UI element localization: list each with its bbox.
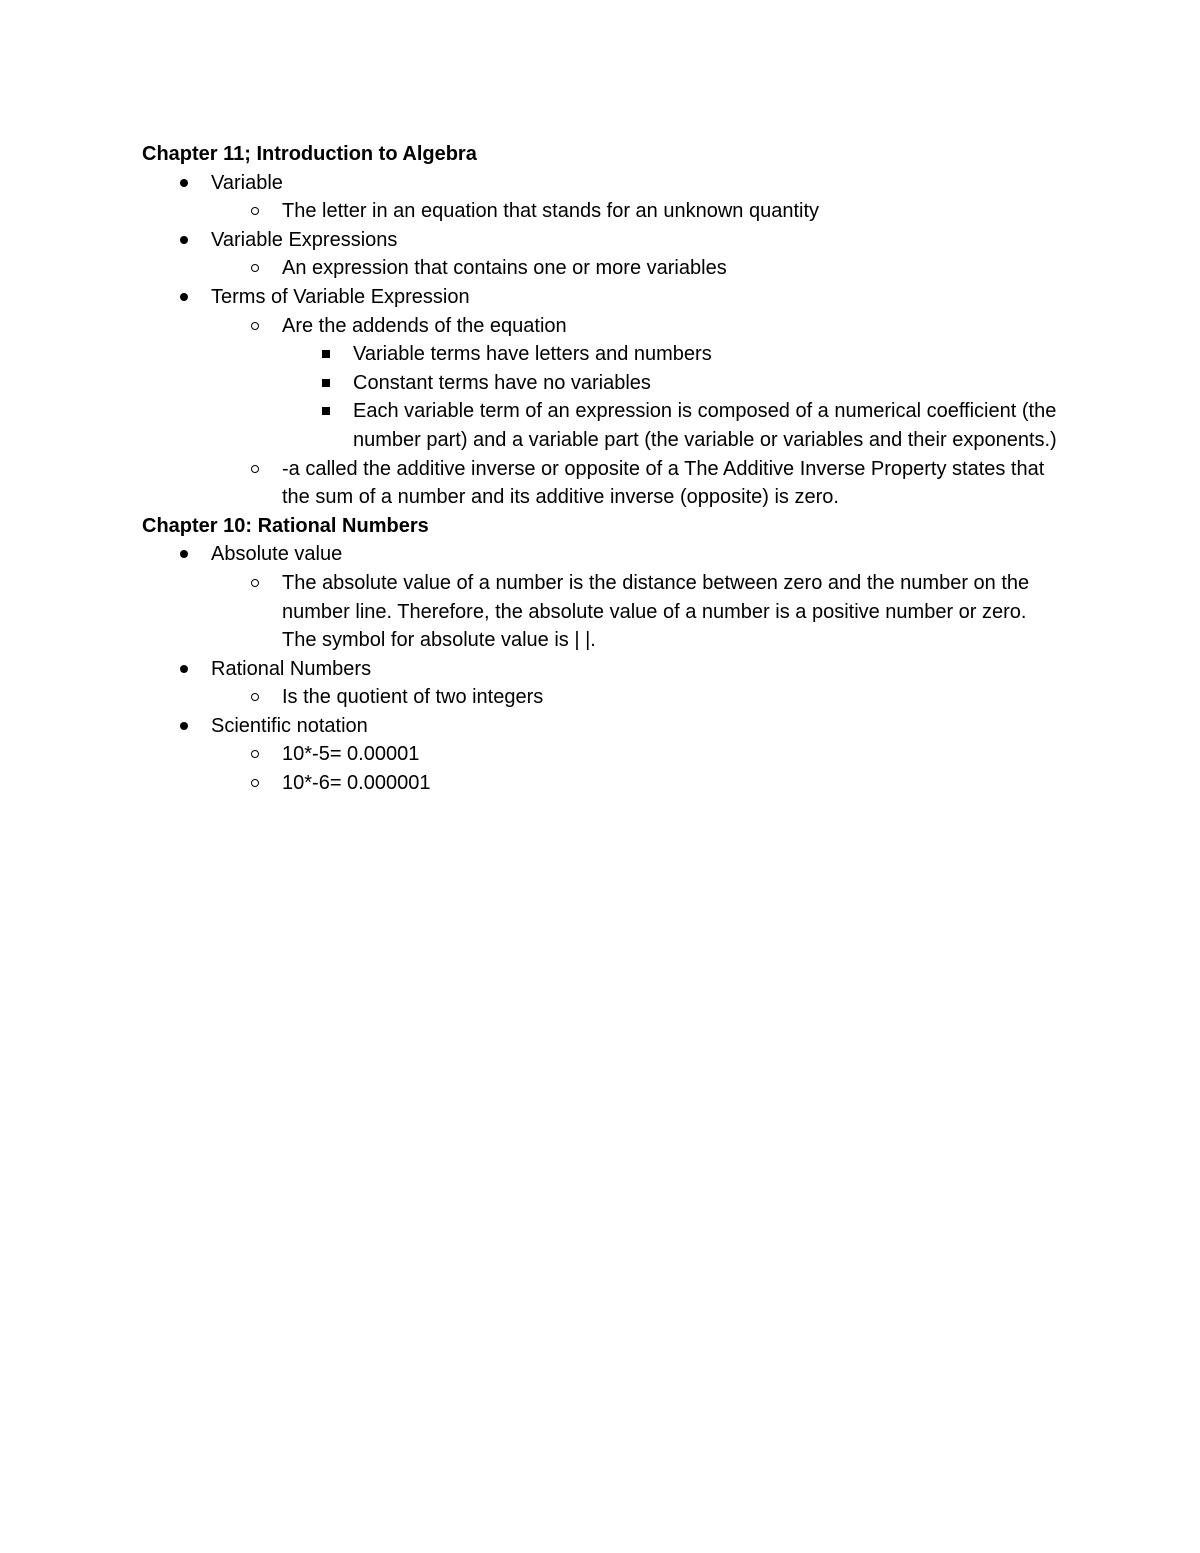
- list-item-text: The letter in an equation that stands for an unknown quantity: [282, 200, 820, 223]
- bullet-disc-icon: [180, 722, 188, 730]
- list-item-text: 10*-6= 0.000001: [282, 772, 431, 795]
- bullet-disc-icon: [180, 293, 188, 301]
- list-item: [142, 340, 1062, 369]
- bullet-circle-icon: [251, 264, 259, 272]
- sub-bullet-list: [142, 312, 1062, 512]
- list-item: [142, 455, 1062, 512]
- bullet-disc-icon: [180, 179, 188, 187]
- list-item-text: 10*-5= 0.00001: [282, 743, 420, 766]
- list-item-text: -a called the additive inverse or opposite of a The Additive Inverse Property states that the sum of a number and its additive inverse (opposite) is zero.: [282, 457, 1045, 509]
- sub-list-container: [142, 254, 1062, 283]
- bullet-circle-icon: [251, 750, 259, 758]
- bullet-disc-icon: [180, 665, 188, 673]
- list-item: [142, 683, 1062, 712]
- list-item: [142, 197, 1062, 226]
- bullet-square-icon: [322, 407, 330, 415]
- list-item: [142, 254, 1062, 283]
- chapter-heading: Chapter 10: Rational Numbers: [142, 514, 429, 537]
- sub-list-container: [142, 683, 1062, 712]
- list-item: [142, 540, 1062, 569]
- list-item: [142, 312, 1062, 341]
- list-item: [142, 569, 1062, 655]
- bullet-square-icon: [322, 379, 330, 387]
- list-item: [142, 397, 1062, 454]
- sub-list-container: [142, 569, 1062, 655]
- bullet-list: [142, 540, 1062, 797]
- list-item: [142, 712, 1062, 741]
- sub-list-container: [142, 740, 1062, 797]
- list-item: [142, 226, 1062, 255]
- section-chapter-10: [142, 512, 1062, 798]
- list-item: [142, 283, 1062, 312]
- section-chapter-11: [142, 140, 1062, 512]
- sub-list-container: [142, 197, 1062, 226]
- sub-bullet-list: [142, 254, 1062, 283]
- sub-list-container: [142, 340, 1062, 454]
- sub-list-container: [142, 312, 1062, 512]
- bullet-circle-icon: [251, 579, 259, 587]
- list-item-label: Absolute value: [211, 543, 343, 566]
- bullet-disc-icon: [180, 550, 188, 558]
- list-item-text: Is the quotient of two integers: [282, 686, 544, 709]
- sub-sub-bullet-list: [142, 340, 1062, 454]
- bullet-circle-icon: [251, 693, 259, 701]
- list-item-text: Each variable term of an expression is composed of a numerical coefficient (the number part) and a variable part (the variable or variables and their exponents.): [353, 400, 1057, 451]
- list-item: [142, 769, 1062, 798]
- sub-bullet-list: [142, 683, 1062, 712]
- list-item-text: Are the addends of the equation: [282, 314, 567, 337]
- document-content: [142, 140, 1062, 798]
- sub-bullet-list: [142, 740, 1062, 797]
- list-item-text: Variable terms have letters and numbers: [353, 343, 712, 366]
- list-item-label: Terms of Variable Expression: [211, 285, 470, 308]
- bullet-circle-icon: [251, 322, 259, 330]
- list-item-label: Variable: [211, 171, 283, 194]
- chapter-heading: Chapter 11; Introduction to Algebra: [142, 143, 477, 165]
- list-item-text: An expression that contains one or more variables: [282, 257, 727, 280]
- list-item-label: Scientific notation: [211, 714, 368, 737]
- list-item-label: Variable Expressions: [211, 228, 398, 251]
- bullet-circle-icon: [251, 779, 259, 787]
- list-item-text: The absolute value of a number is the distance between zero and the number on the number line. Therefore, the absolute value of a number is a positive number or zero. The symbol for absolute value is | |.: [282, 571, 1030, 652]
- bullet-list: [142, 169, 1062, 512]
- bullet-circle-icon: [251, 465, 259, 473]
- list-item-label: Rational Numbers: [211, 657, 372, 680]
- list-item: [142, 655, 1062, 684]
- list-item: [142, 169, 1062, 198]
- bullet-disc-icon: [180, 236, 188, 244]
- bullet-square-icon: [322, 350, 330, 358]
- sub-bullet-list: [142, 197, 1062, 226]
- list-item: [142, 740, 1062, 769]
- list-item-text: Constant terms have no variables: [353, 371, 651, 394]
- list-item: [142, 369, 1062, 398]
- bullet-circle-icon: [251, 207, 259, 215]
- sub-bullet-list: [142, 569, 1062, 655]
